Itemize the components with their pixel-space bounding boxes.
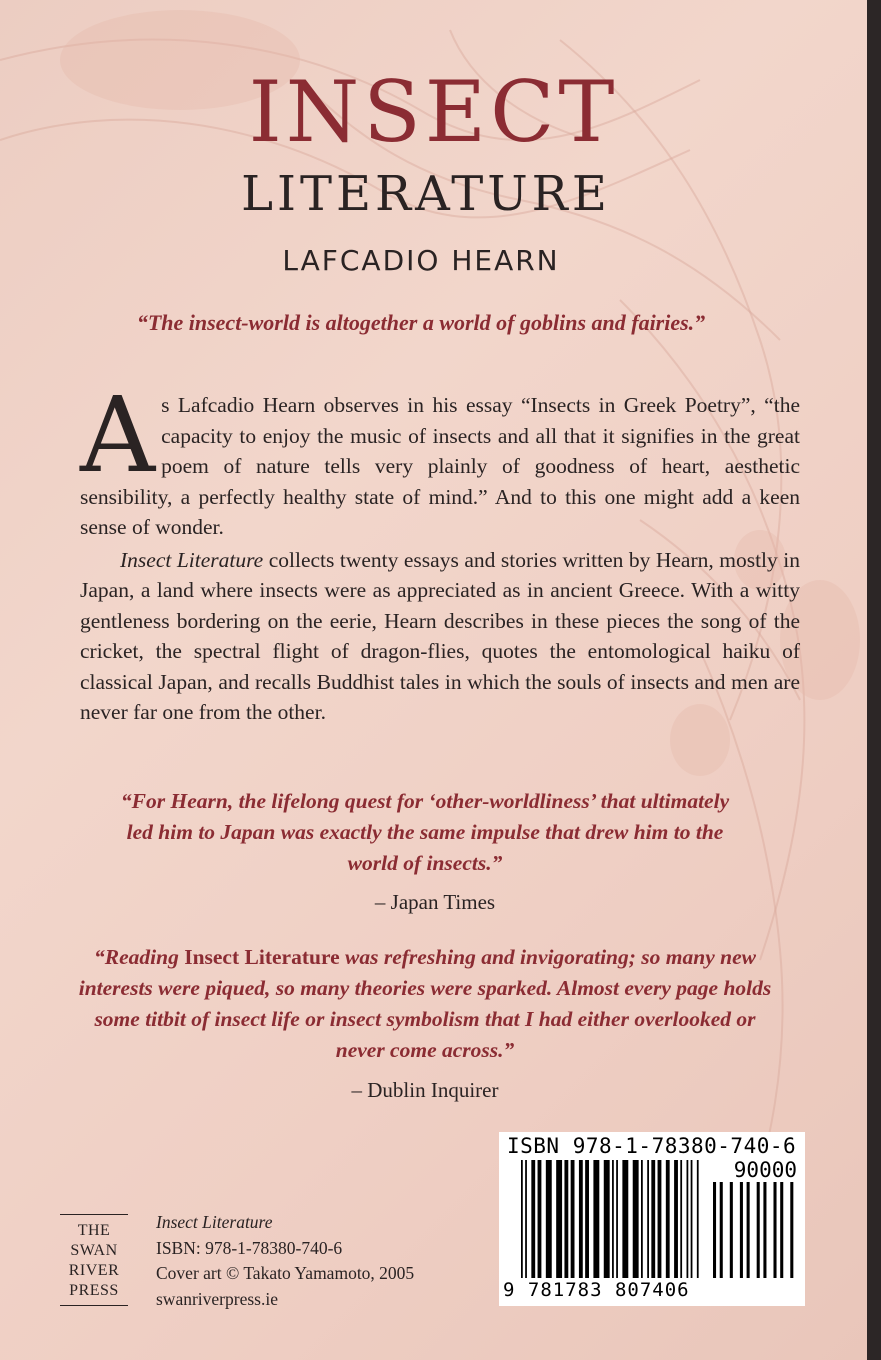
barcode-bar — [790, 1182, 793, 1278]
epigraph-quote: “The insect-world is altogether a world of goblins and fairies.” — [136, 310, 706, 335]
blurb-japan-times: “For Hearn, the lifelong quest for ‘other-worldliness’ that ultimately led him to Japan was exactly the same impulse that drew him to the world of insects.” — [120, 789, 730, 875]
barcode-bar — [674, 1160, 678, 1278]
blurb-dublin-post: was refreshing and invigorating; so many new interests were piqued, so many theories were sparked. Almost every page holds some titbit of insect life or insect symbolism that I had either overlooked or never come across.” — [78, 945, 772, 1062]
barcode-bar — [633, 1160, 639, 1278]
barcode-bar — [763, 1182, 766, 1278]
barcode-bar — [556, 1160, 562, 1278]
barcode-bar — [651, 1160, 655, 1278]
blurb-dublin-pre: “Reading — [94, 945, 185, 969]
barcode-bar — [616, 1160, 618, 1278]
barcode-bar — [647, 1160, 649, 1278]
barcode-isbn-label: ISBN 978-1-78380-740-6 — [507, 1134, 797, 1158]
barcode-bar — [720, 1182, 723, 1278]
paragraph-2 — [80, 545, 800, 728]
barcode-bar — [713, 1182, 716, 1278]
colophon-isbn: ISBN: 978-1-78380-740-6 — [156, 1237, 343, 1258]
barcode-bar — [531, 1160, 535, 1278]
blurb-dublin-inquirer — [70, 942, 780, 1066]
logo-line: SWAN — [70, 1242, 118, 1259]
barcode-bar — [680, 1160, 682, 1278]
barcode-bar — [730, 1182, 733, 1278]
paragraph-1 — [80, 374, 800, 543]
isbn-barcode — [499, 1132, 805, 1306]
barcode-bar — [691, 1160, 693, 1278]
book-spine-edge — [867, 0, 881, 1360]
barcode-bar — [622, 1160, 628, 1278]
barcode-bar — [538, 1160, 542, 1278]
barcode-bar — [571, 1160, 575, 1278]
paragraph-2-title: Insect Literature — [120, 547, 264, 572]
paragraph-1-text: s Lafcadio Hearn observes in his essay “Insects in Greek Poetry”, “the capacity to enjoy the music of insects and all that it signifies in the great poem of nature tells very plainly of goodness of heart, aesthetic sensibility, a perfectly healthy state of mind.” And to this one might add a keen sense of wonder. — [80, 393, 800, 539]
barcode-bar — [521, 1160, 523, 1278]
barcode-bar — [546, 1160, 552, 1278]
barcode-bar — [604, 1160, 610, 1278]
barcode-bar — [579, 1160, 583, 1278]
barcode-price-code: 90000 — [733, 1158, 797, 1182]
barcode-bar — [773, 1182, 776, 1278]
barcode-digits: 9 781783 807406 — [503, 1279, 690, 1301]
colophon-website: swanriverpress.ie — [156, 1288, 278, 1309]
barcode-bar — [641, 1160, 643, 1278]
colophon — [156, 1210, 414, 1312]
barcode-bar — [687, 1160, 689, 1278]
logo-line: PRESS — [69, 1282, 119, 1299]
logo-line: RIVER — [68, 1262, 120, 1279]
description-text — [80, 374, 800, 728]
barcode-bar — [747, 1182, 750, 1278]
barcode-bar — [666, 1160, 670, 1278]
barcode-bar — [780, 1182, 783, 1278]
blurb-dublin-inquirer-source: – Dublin Inquirer — [351, 1078, 499, 1102]
logo-line: THE — [77, 1222, 111, 1239]
barcode-bar — [740, 1182, 743, 1278]
barcode-bar — [658, 1160, 662, 1278]
colophon-title: Insect Literature — [156, 1212, 273, 1232]
blurb-japan-times-source: – Japan Times — [374, 890, 496, 914]
barcode-bar — [564, 1160, 568, 1278]
blurb-dublin-title: Insect Literature — [184, 945, 340, 969]
book-title-sub: LITERATURE — [241, 166, 611, 222]
barcode-bar — [612, 1160, 614, 1278]
publisher-logo — [60, 1214, 128, 1306]
colophon-cover-art: Cover art © Takato Yamamoto, 2005 — [156, 1263, 415, 1283]
barcode-bar — [525, 1160, 527, 1278]
barcode-bar — [593, 1160, 599, 1278]
barcode-bar — [585, 1160, 589, 1278]
barcode-bar — [697, 1160, 699, 1278]
paragraph-2-text: collects twenty essays and stories written by Hearn, mostly in Japan, a land where insects were as appreciated as in ancient Greece. With a witty gentleness bordering on the eerie, Hearn describes in these pieces the song of the cricket, the spectral flight of dragon-flies, quotes the entomological haiku of classical Japan, and recalls Buddhist tales in which the souls of insects and men are never far one from the other. — [80, 547, 800, 724]
barcode-bar — [757, 1182, 760, 1278]
book-title-main: INSECT — [248, 63, 619, 161]
drop-cap: A — [80, 374, 156, 496]
author-name: LAFCADIO HEARN — [282, 244, 560, 277]
